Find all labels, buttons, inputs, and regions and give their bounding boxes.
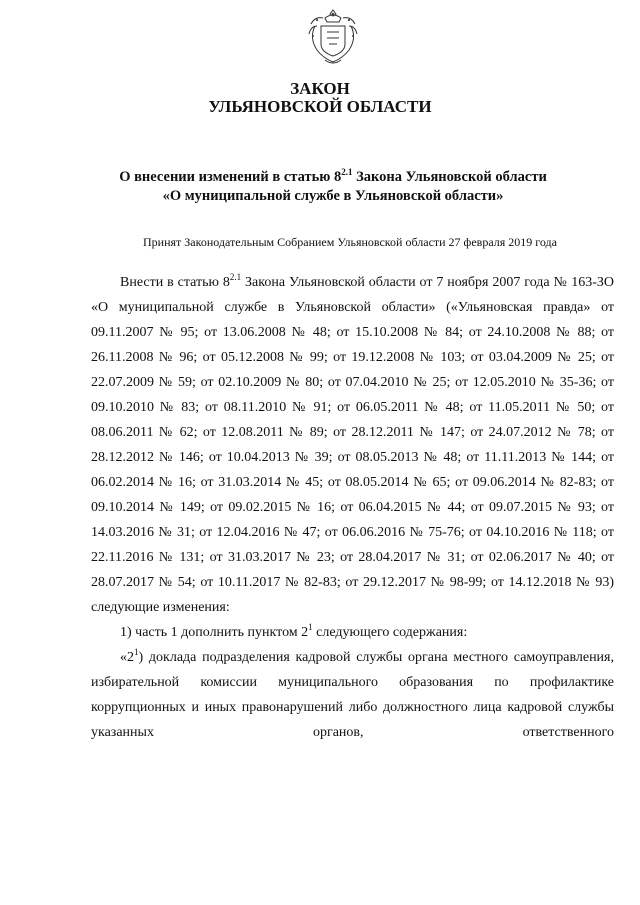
law-title-line2: УЛЬЯНОВСКОЙ ОБЛАСТИ xyxy=(208,97,432,116)
law-title xyxy=(0,80,640,116)
item-superscript: 1 xyxy=(134,647,139,657)
intro-text: Закона Ульяновской области от 7 ноября 2007 года № 163-ЗО «О муниципальной службе в Ульяновской области» («Ульяновская правда» от 09.11.2007 № 95; от 13.06.2008 № 48; от 15.10.2008 № 84; от 24.10.2008 № 88; от 26.11.2008 № 96; от 05.12.2008 № 99; от 19.12.2008 № 103; от 03.04.2009 № 25; от 22.07.2009 № 59; от 02.10.2009 № 80; от 07.04.2010 № 25; от 12.05.2010 № 35-36; от 09.10.2010 № 83; от 08.11.2010 № 91; от 06.05.2011 № 48; от 11.05.2011 № 50; от 08.06.2011 № 62; от 12.08.2011 № 89; от 28.12.2011 № 147; от 24.07.2012 № 78; от 28.12.2012 № 146; от 10.04.2013 № 39; от 08.05.2013 № 48; от 11.11.2013 № 144; от 06.02.2014 № 16; от 31.03.2014 № 45; от 08.05.2014 № 65; от 09.06.2014 № 82-83; от 09.10.2014 № 149; от 09.02.2015 № 16; от 06.04.2015 № 44; от 09.07.2015 № 93; от 14.03.2016 № 31; от 12.04.2016 № 47; от 06.06.2016 № 75-76; от 04.10.2016 № 118; от 22.11.2016 № 131; от 31.03.2017 № 23; от 28.04.2017 № 31; от 02.06.2017 № 40; от 28.07.2017 № 54; от 10.11.2017 № 82-83; от 29.12.2017 № 98-99; от 14.12.2018 № 93) следующие изменения: xyxy=(91,275,614,615)
intro-paragraph xyxy=(91,270,614,620)
item-1-text: следующего содержания: xyxy=(312,625,468,640)
quote-text: ) доклада подразделения кадровой службы органа местного самоуправления, избирательной комиссии муниципального образования по профилактике коррупционных и иных правонарушений либо должностного лица кадровой службы указанных органов, ответственного xyxy=(91,650,614,740)
article-superscript: 2.1 xyxy=(341,167,353,177)
law-subtitle-line1 xyxy=(0,168,640,187)
coat-of-arms-icon xyxy=(307,6,359,68)
law-title-line1: ЗАКОН xyxy=(290,79,350,98)
law-subtitle xyxy=(0,168,640,206)
item-1-paragraph xyxy=(91,620,614,645)
quote-text: «2 xyxy=(120,650,134,665)
law-subtitle-line2: «О муниципальной службе в Ульяновской области» xyxy=(162,188,504,204)
item-1-text: 1) часть 1 дополнить пунктом 2 xyxy=(120,625,309,640)
item-superscript: 1 xyxy=(308,622,313,632)
law-subtitle-text: Закона Ульяновской области xyxy=(352,169,547,185)
law-subtitle-text: О внесении изменений в статью 8 xyxy=(119,169,342,185)
quote-paragraph xyxy=(91,645,614,745)
adoption-note: Принят Законодательным Собранием Ульяновской области 27 февраля 2019 года xyxy=(143,235,557,249)
document-body xyxy=(91,270,614,745)
intro-text: Внести в статью 8 xyxy=(120,275,230,290)
article-superscript: 2.1 xyxy=(229,272,242,282)
